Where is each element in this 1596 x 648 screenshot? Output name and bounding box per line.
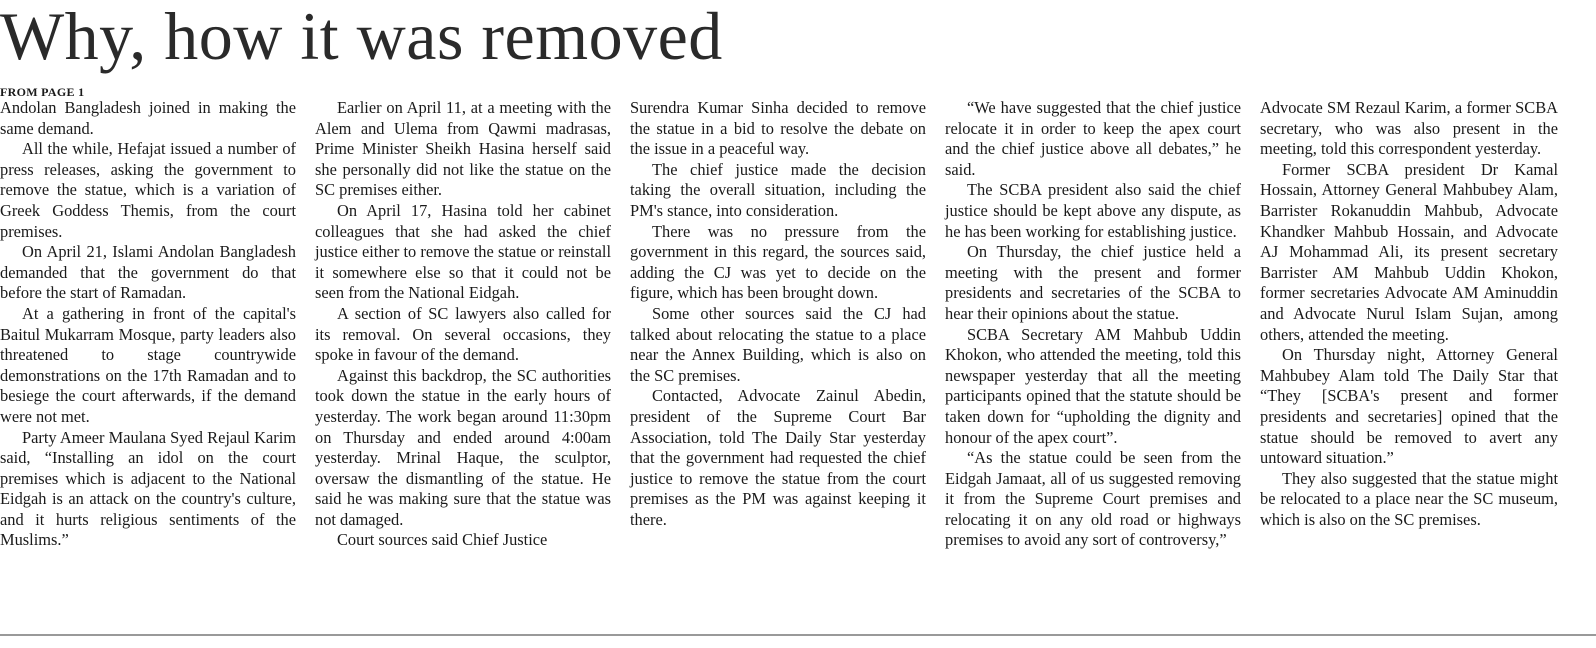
headline: Why, how it was removed — [0, 0, 723, 74]
paragraph: Party Ameer Maulana Syed Rejaul Karim said, “Installing an idol on the court premises which is adjacent to the National Eidgah is an attack on the country's culture, and it hurts religious sentiments of the Muslims.” — [0, 427, 296, 550]
paragraph: Andolan Bangladesh joined in making the same demand. — [0, 98, 296, 138]
article-column-2 — [315, 98, 611, 551]
paragraph: All the while, Hefajat issued a number of press releases, asking the government to remove the statue, which is a variation of Greek Goddess Themis, from the court premises. — [0, 139, 296, 241]
paragraph: SCBA Secretary AM Mahbub Uddin Khokon, who attended the meeting, told this newspaper yesterday that all the meeting participants opined that the statute should be taken down for “upholding the dignity and honour of the apex court”. — [945, 324, 1241, 447]
article-column-1 — [0, 98, 296, 551]
paragraph: The chief justice made the decision taking the overall situation, including the PM's stance, into consideration. — [630, 159, 926, 220]
paragraph: The SCBA president also said the chief justice should be kept above any dispute, as he has been working for establishing justice. — [945, 180, 1241, 241]
paragraph: Surendra Kumar Sinha decided to remove the statue in a bid to resolve the debate on the issue in a peaceful way. — [630, 98, 926, 159]
paragraph: Advocate SM Rezaul Karim, a former SCBA secretary, who was also present in the meeting, told this correspondent yesterday. — [1260, 98, 1558, 159]
paragraph: Against this backdrop, the SC authorities took down the statue in the early hours of yesterday. The work began around 11:30pm on Thursday and ended around 4:00am yesterday. Mrinal Haque, the sculptor, oversaw the dismantling of the statue. He said he was making sure that the statue was not damaged. — [315, 365, 611, 529]
article-column-3 — [630, 98, 926, 530]
continuation-label: FROM PAGE 1 — [0, 85, 85, 99]
paragraph: There was no pressure from the government in this regard, the sources said, adding the CJ was yet to decide on the figure, which has been brought down. — [630, 221, 926, 303]
paragraph: On Thursday, the chief justice held a meeting with the present and former presidents and secretaries of the SCBA to hear their opinions about the statue. — [945, 242, 1241, 323]
article-column-4 — [945, 98, 1241, 551]
paragraph: They also suggested that the statue might be relocated to a place near the SC museum, which is also on the SC premises. — [1260, 468, 1558, 529]
paragraph: At a gathering in front of the capital's Baitul Mukarram Mosque, party leaders also threatened to stage countrywide demonstrations on the 17th Ramadan and to besiege the court afterwards, if the demand were not met. — [0, 303, 296, 426]
paragraph: “We have suggested that the chief justice relocate it in order to keep the apex court and the chief justice above all debates,” he said. — [945, 98, 1241, 179]
paragraph: A section of SC lawyers also called for its removal. On several occasions, they spoke in favour of the demand. — [315, 303, 611, 365]
bottom-divider — [0, 634, 1596, 636]
paragraph: Court sources said Chief Justice — [337, 530, 548, 550]
paragraph: On April 21, Islami Andolan Bangladesh demanded that the government do that before the start of Ramadan. — [0, 242, 296, 303]
paragraph: Former SCBA president Dr Kamal Hossain, Attorney General Mahbubey Alam, Barrister Rokanuddin Mahbub, Advocate Khandker Mahbub Hossain, and Advocate AJ Mohammad Ali, its present secretary Barrister AM Mahbub Uddin Khokon, former secretaries Advocate AM Aminuddin and Advocate Nurul Islam Sujan, among others, attended the meeting. — [1260, 159, 1558, 344]
article-column-5 — [1260, 98, 1558, 530]
paragraph: Earlier on April 11, at a meeting with the Alem and Ulema from Qawmi madrasas, Prime Minister Sheikh Hasina herself said she personally did not like the statue on the SC premises either. — [315, 98, 611, 200]
paragraph: “As the statue could be seen from the Eidgah Jamaat, all of us suggested removing it from the Supreme Court premises and relocating it on any old road or highways premises to avoid any sort of controversy,” — [945, 448, 1241, 550]
paragraph: Some other sources said the CJ had talked about relocating the statue to a place near the Annex Building, which is also on the SC premises. — [630, 303, 926, 385]
paragraph: Contacted, Advocate Zainul Abedin, president of the Supreme Court Bar Association, told The Daily Star yesterday that the government had requested the chief justice to remove the statue from the court premises as the PM was against keeping it there. — [630, 386, 926, 529]
paragraph: On Thursday night, Attorney General Mahbubey Alam told The Daily Star that “They [SCBA's present and former presidents and secretaries] opined that the statue should be removed to avert any untoward situation.” — [1260, 345, 1558, 468]
paragraph: On April 17, Hasina told her cabinet colleagues that she had asked the chief justice either to remove the statue or reinstall it somewhere else so that it could not be seen from the National Eidgah. — [315, 200, 611, 303]
